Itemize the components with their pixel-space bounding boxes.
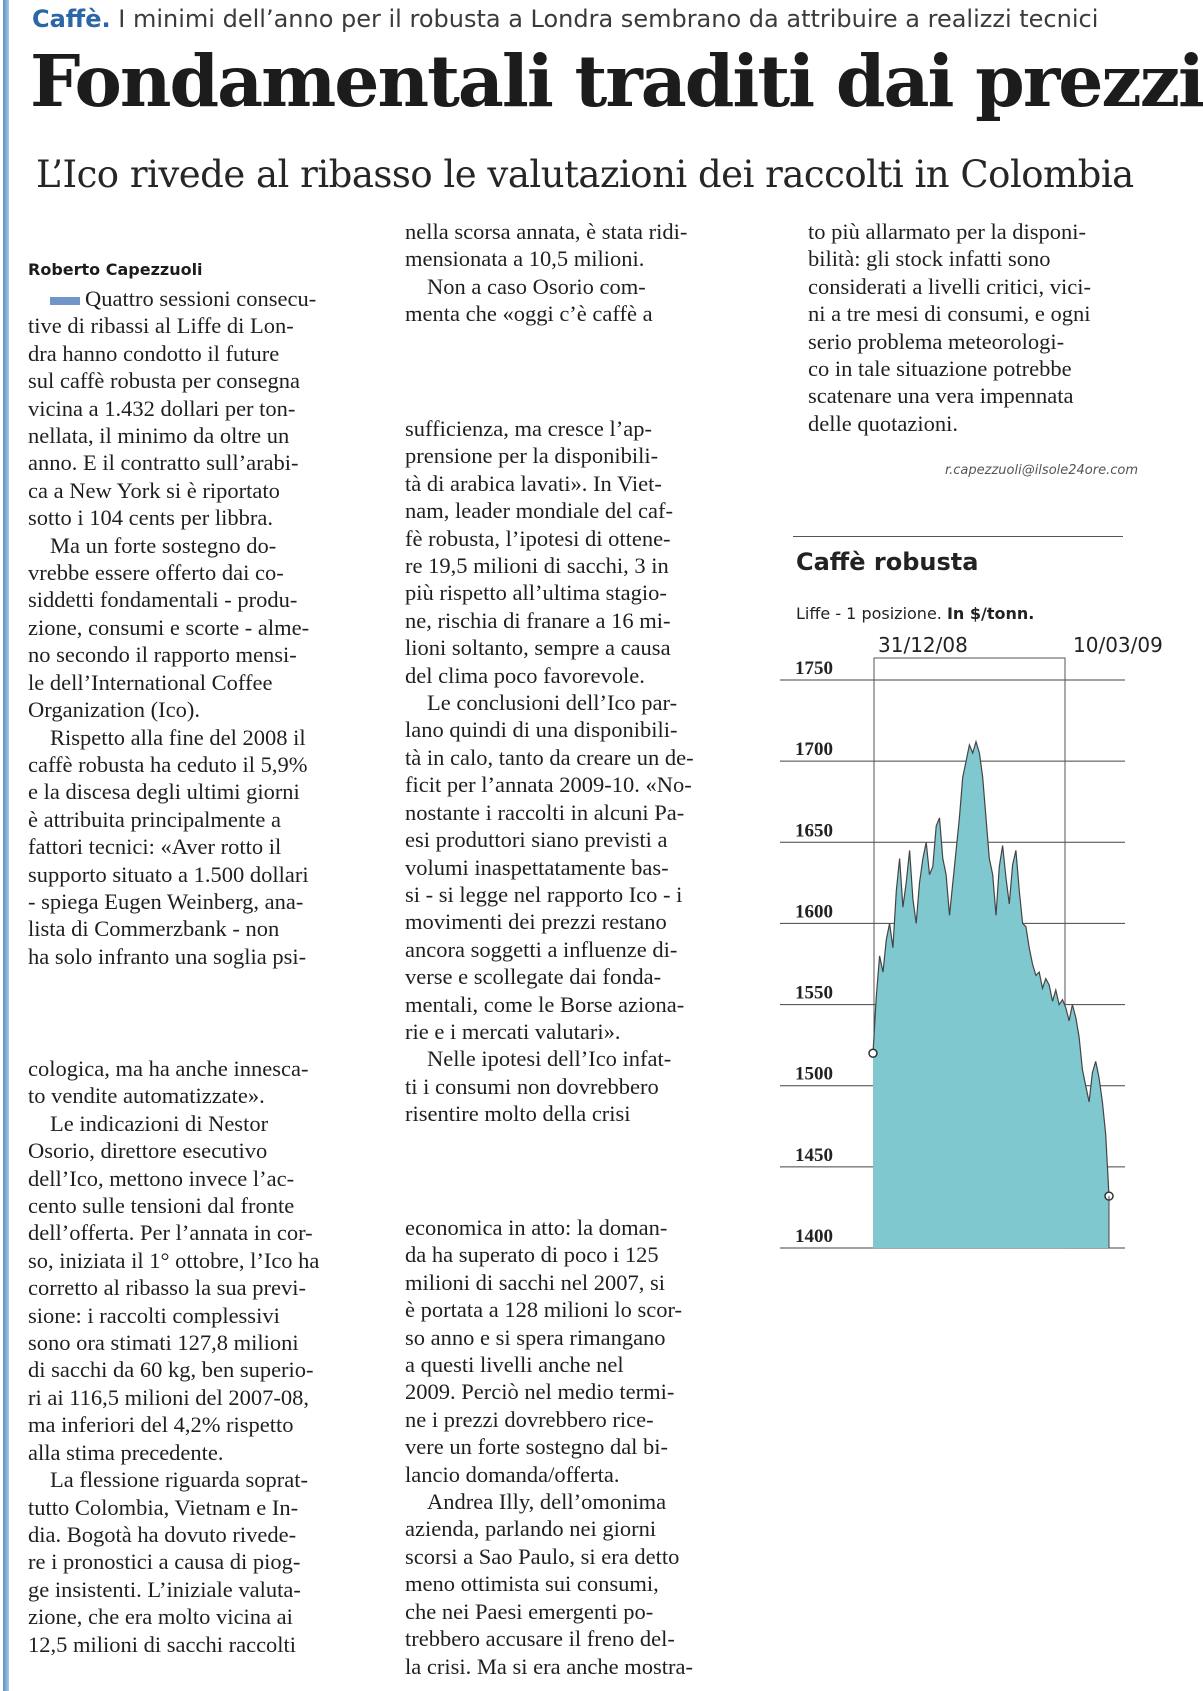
- col2-block-2: [405, 415, 735, 1128]
- headline: Fondamentali traditi dai prezzi: [30, 39, 1203, 123]
- text-line: da ha superato di poco i 125: [405, 1242, 659, 1268]
- text-line: ha solo infranto una soglia psi-: [28, 943, 307, 969]
- text-line: risentire molto della crisi: [405, 1101, 631, 1127]
- text-line: si - si legge nel rapporto Ico - i: [405, 881, 683, 907]
- text-line: Andrea Illy, dell’omonima: [427, 1489, 667, 1515]
- col1-block-2: [28, 1055, 353, 1658]
- text-line: ma inferiori del 4,2% rispetto: [28, 1412, 294, 1438]
- text-line: Organization (Ico).: [28, 697, 201, 723]
- text-line: nellata, il minimo da oltre un: [28, 423, 290, 449]
- text-line: bilità: gli stock infatti sono: [808, 246, 1051, 272]
- text-line: la crisi. Ma si era anche mostra-: [405, 1653, 694, 1679]
- text-line: verse e scollegate dai fonda-: [405, 964, 662, 990]
- price-chart: [780, 630, 1163, 1270]
- text-line: re 19,5 milioni di sacchi, 3 in: [405, 553, 669, 579]
- byline: Roberto Capezzuoli: [28, 260, 203, 279]
- y-tick-label: 1750: [795, 658, 833, 679]
- text-line: meno ottimista sui consumi,: [405, 1571, 659, 1597]
- col2-block-1: [405, 218, 735, 328]
- text-line: tà di arabica lavati». In Viet-: [405, 470, 662, 496]
- chart-subtitle: [796, 604, 1034, 623]
- text-line: lano quindi di una disponibili-: [405, 717, 678, 743]
- text-line: lancio domanda/offerta.: [405, 1461, 620, 1487]
- text-line: co in tale situazione potrebbe: [808, 356, 1072, 382]
- text-line: no secondo il rapporto mensi-: [28, 642, 297, 668]
- col2-block-3: [405, 1214, 735, 1680]
- text-line: tive di ribassi al Liffe di Lon-: [28, 313, 294, 339]
- text-line: alla stima precedente.: [28, 1439, 224, 1465]
- subhead: L’Ico rivede al ribasso le valutazioni dei raccolti in Colombia: [36, 153, 1134, 196]
- text-line: 2009. Perciò nel medio termi-: [405, 1379, 675, 1405]
- kicker-text: I minimi dell’anno per il robusta a Londra sembrano da attribuire a realizzi tecnici: [118, 5, 1099, 33]
- text-line: di sacchi da 60 kg, ben superio-: [28, 1357, 314, 1383]
- text-line: che nei Paesi emergenti po-: [405, 1598, 654, 1624]
- text-line: ca a New York si è riportato: [28, 477, 280, 503]
- text-line: ancora soggetti a influenze di-: [405, 936, 678, 962]
- text-line: Quattro sessioni consecu-: [28, 285, 353, 312]
- text-line: dell’offerta. Per l’annata in cor-: [28, 1220, 313, 1246]
- text-line: so, iniziata il 1° ottobre, l’Ico ha: [28, 1247, 320, 1273]
- text-line: scatenare una vera impennata: [808, 383, 1074, 409]
- text-line: siddetti fondamentali - produ-: [28, 587, 298, 613]
- text-line: nella scorsa annata, è stata ridi-: [405, 219, 688, 244]
- text-line: è attribuita principalmente a: [28, 806, 282, 832]
- text-line: dell’Ico, mettono invece l’ac-: [28, 1165, 295, 1191]
- author-email: r.capezzuoli@ilsole24ore.com: [944, 463, 1138, 478]
- text-line: dia. Bogotà ha dovuto rivede-: [28, 1521, 297, 1547]
- text-line: nam, leader mondiale del caf-: [405, 498, 673, 524]
- text-line: vicina a 1.432 dollari per ton-: [28, 395, 296, 421]
- text-line: ge insistenti. L’iniziale valuta-: [28, 1576, 301, 1602]
- text-line: 12,5 milioni di sacchi raccolti: [28, 1631, 297, 1657]
- text-line: re i pronostici a causa di piog-: [28, 1549, 301, 1575]
- text-line: serio problema meteorologi-: [808, 328, 1065, 354]
- text-line: ti i consumi non dovrebbero: [405, 1073, 659, 1099]
- text-line: cologica, ma ha anche innesca-: [28, 1056, 309, 1081]
- chart-title: Caffè robusta: [796, 548, 979, 576]
- text-line: corretto al ribasso la sua previ-: [28, 1275, 307, 1301]
- y-tick-label: 1450: [795, 1144, 833, 1166]
- text-line: è portata a 128 milioni lo scor-: [405, 1297, 682, 1323]
- y-tick-label: 1600: [795, 901, 833, 923]
- text-line: più rispetto all’ultima stagio-: [405, 580, 667, 606]
- text-line: ri ai 116,5 milioni del 2007-08,: [28, 1384, 310, 1410]
- text-line: mensionata a 10,5 milioni.: [405, 246, 645, 272]
- y-tick-label: 1700: [795, 739, 833, 761]
- col3-block-1: [808, 218, 1148, 437]
- text-line: Non a caso Osorio com-: [427, 273, 646, 299]
- series-area: [873, 742, 1109, 1248]
- text-line: scorsi a Sao Paulo, si era detto: [405, 1543, 680, 1569]
- text-line: Osorio, direttore esecutivo: [28, 1138, 268, 1164]
- x-marker-label: 10/03/09: [1073, 633, 1163, 657]
- text-line: anno. E il contratto sull’arabi-: [28, 450, 299, 476]
- kicker-tag: Caffè.: [32, 5, 111, 33]
- text-line: tà in calo, tanto da creare un de-: [405, 744, 694, 770]
- text-line: zione, consumi e scorte - alme-: [28, 614, 310, 640]
- text-line: supporto situato a 1.500 dollari: [28, 861, 309, 887]
- text-line: La flessione riguarda soprat-: [50, 1467, 309, 1493]
- text-line: esi produttori siano previsti a: [405, 827, 668, 853]
- text-line: - spiega Eugen Weinberg, ana-: [28, 888, 304, 914]
- text-line: sufficienza, ma cresce l’ap-: [405, 416, 652, 441]
- text-line: prensione per la disponibili-: [405, 443, 659, 469]
- text-line: caffè robusta ha ceduto il 5,9%: [28, 751, 308, 777]
- text-line: lioni soltanto, sempre a causa: [405, 635, 671, 661]
- text-line: ne i prezzi dovrebbero rice-: [405, 1406, 654, 1432]
- chart-top-rule: [793, 536, 1123, 537]
- text-line: volumi inaspettatamente bas-: [405, 854, 669, 880]
- text-line: nostante i raccolti in alcuni Pa-: [405, 799, 685, 825]
- text-line: Le indicazioni di Nestor: [50, 1110, 269, 1136]
- text-line: so anno e si spera rimangano: [405, 1324, 666, 1350]
- col1-block-1: [28, 285, 353, 970]
- text-line: dra hanno condotto il future: [28, 340, 280, 366]
- y-tick-label: 1650: [795, 820, 833, 842]
- text-line: trebbero accusare il freno del-: [405, 1626, 675, 1652]
- text-line: delle quotazioni.: [808, 410, 958, 436]
- column-1: [28, 255, 353, 970]
- text-line: zione, che era molto vicina ai: [28, 1604, 293, 1630]
- text-line: le dell’International Coffee: [28, 669, 273, 695]
- start-point-marker: [869, 1049, 877, 1057]
- text-line: rie e i mercati valutari».: [405, 1018, 621, 1044]
- text-line: del clima poco favorevole.: [405, 662, 645, 688]
- y-tick-label: 1500: [795, 1063, 833, 1085]
- text-line: economica in atto: la doman-: [405, 1215, 668, 1240]
- text-line: sione: i raccolti complessivi: [28, 1302, 280, 1328]
- text-line: sono ora stimati 127,8 milioni: [28, 1330, 299, 1356]
- chart-subtitle-unit: In $/tonn.: [946, 604, 1035, 623]
- text-line: lista di Commerzbank - non: [28, 916, 280, 942]
- text-line: sul caffè robusta per consegna: [28, 368, 300, 394]
- text-line: cento sulle tensioni dal fronte: [28, 1193, 295, 1219]
- text-line: a questi livelli anche nel: [405, 1352, 624, 1378]
- text-line: ficit per l’annata 2009-10. «No-: [405, 772, 692, 798]
- text-line: Ma un forte sostegno do-: [50, 532, 277, 558]
- text-line: Le conclusioni dell’Ico par-: [427, 690, 678, 716]
- text-line: Rispetto alla fine del 2008 il: [50, 724, 306, 750]
- text-line: to vendite automatizzate».: [28, 1083, 265, 1109]
- y-tick-label: 1400: [795, 1226, 833, 1247]
- text-line: mentali, come le Borse aziona-: [405, 991, 685, 1017]
- text-line: considerati a livelli critici, vici-: [808, 273, 1092, 299]
- text-line: ni a tre mesi di consumi, e ogni: [808, 301, 1091, 327]
- text-line: vrebbe essere offerto dai co-: [28, 560, 284, 586]
- chart-subtitle-plain: Liffe - 1 posizione.: [796, 604, 942, 623]
- y-tick-label: 1550: [795, 982, 833, 1004]
- x-marker-label: 31/12/08: [878, 633, 968, 657]
- text-line: menta che «oggi c’è caffè a: [405, 301, 653, 327]
- text-line: vere un forte sostegno dal bi-: [405, 1434, 669, 1460]
- text-line: movimenti dei prezzi restano: [405, 909, 667, 935]
- text-line: e la discesa degli ultimi giorni: [28, 779, 300, 805]
- text-line: to più allarmato per la disponi-: [808, 219, 1087, 244]
- page-edge: [3, 0, 9, 1691]
- kicker: [32, 4, 1182, 34]
- lead-marker-icon: [50, 297, 80, 305]
- text-line: sotto i 104 cents per libbra.: [28, 505, 273, 531]
- text-line: azienda, parlando nei giorni: [405, 1516, 657, 1542]
- text-line: tutto Colombia, Vietnam e In-: [28, 1494, 299, 1520]
- text-line: fattori tecnici: «Aver rotto il: [28, 834, 282, 860]
- text-line: milioni di sacchi nel 2007, si: [405, 1269, 665, 1295]
- text-line: fè robusta, l’ipotesi di ottene-: [405, 525, 671, 551]
- text-line: Nelle ipotesi dell’Ico infat-: [427, 1046, 672, 1072]
- text-line: ne, rischia di franare a 16 mi-: [405, 607, 671, 633]
